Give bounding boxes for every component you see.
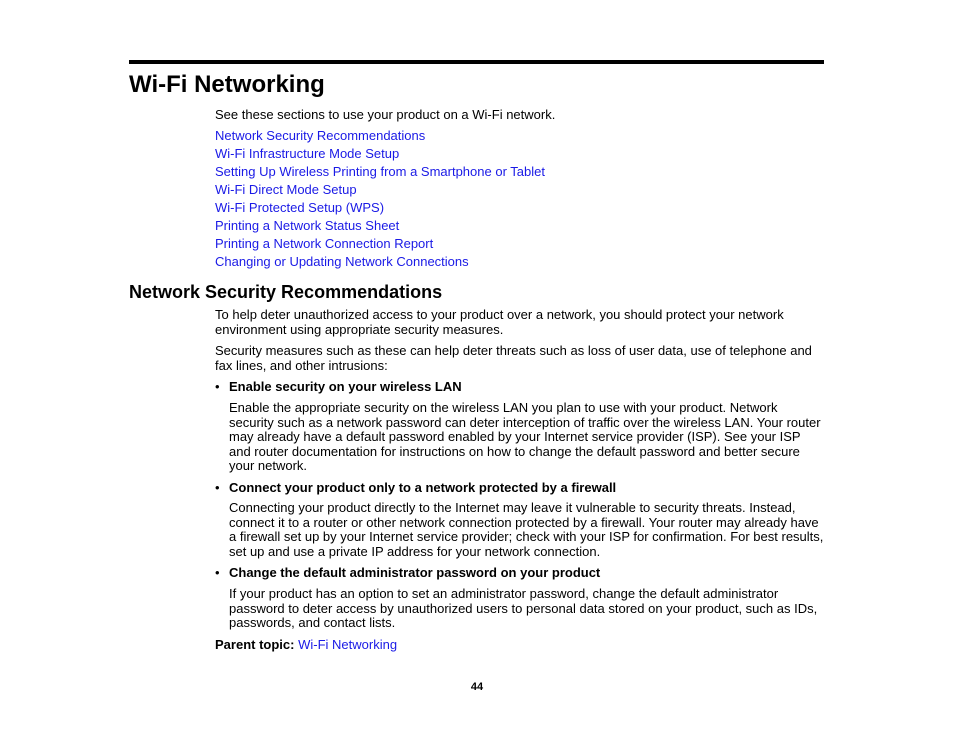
link-changing-network-connections[interactable]: Changing or Updating Network Connections <box>215 254 469 269</box>
bullet-dot: • <box>215 379 220 394</box>
bullet-title-text: Enable security on your wireless LAN <box>229 379 462 394</box>
bullet-title-text: Connect your product only to a network protected by a firewall <box>229 480 617 495</box>
page-title: Wi-Fi Networking <box>129 71 325 98</box>
parent-topic-label: Parent topic: <box>215 637 295 652</box>
list-item <box>215 236 545 254</box>
page-number: 44 <box>470 681 484 693</box>
list-item <box>215 218 545 236</box>
list-item <box>215 182 545 200</box>
list-item <box>215 128 545 146</box>
parent-topic <box>215 637 397 652</box>
bullet-dot: • <box>215 480 220 495</box>
list-item <box>215 200 545 218</box>
intro-text: See these sections to use your product on a Wi-Fi network. <box>215 107 556 122</box>
section-paragraph-1: To help deter unauthorized access to your product over a network, you should protect your network environment using appropriate security measures. <box>215 307 784 337</box>
link-network-status-sheet[interactable]: Printing a Network Status Sheet <box>215 218 400 233</box>
bullet-dot: • <box>215 565 220 580</box>
bullet-title-3 <box>215 565 600 580</box>
link-wifi-infrastructure-mode-setup[interactable]: Wi-Fi Infrastructure Mode Setup <box>215 146 400 161</box>
link-network-connection-report[interactable]: Printing a Network Connection Report <box>215 236 434 251</box>
parent-topic-link[interactable]: Wi-Fi Networking <box>298 637 398 652</box>
link-wifi-direct-mode-setup[interactable]: Wi-Fi Direct Mode Setup <box>215 182 357 197</box>
list-item <box>215 146 545 164</box>
section-links-list <box>215 128 545 272</box>
bullet-title-1 <box>215 379 462 394</box>
link-network-security-recommendations[interactable]: Network Security Recommendations <box>215 128 426 143</box>
section-paragraph-2: Security measures such as these can help deter threats such as loss of user data, use of telephone and fax lines, and other intrusions: <box>215 343 812 373</box>
list-item <box>215 254 545 272</box>
link-wireless-printing-smartphone[interactable]: Setting Up Wireless Printing from a Smartphone or Tablet <box>215 164 545 179</box>
header-rule <box>129 60 824 64</box>
bullet-body-2: Connecting your product directly to the Internet may leave it vulnerable to security threats. Instead, connect it to a router or other network connection protected by a firewall. Your router may already have a firewall set up by your Internet service provider; check with your ISP for confirmation. For best results, set up and use a private IP address for your network connection. <box>229 500 824 559</box>
bullet-body-3: If your product has an option to set an administrator password, change the default administrator password to deter access by unauthorized users to personal data stored on your product, such as IDs, passwords, and contact lists. <box>229 586 818 630</box>
section-title: Network Security Recommendations <box>129 282 443 302</box>
link-wifi-protected-setup[interactable]: Wi-Fi Protected Setup (WPS) <box>215 200 385 215</box>
bullet-title-text: Change the default administrator password on your product <box>229 565 601 580</box>
list-item <box>215 164 545 182</box>
bullet-title-2 <box>215 480 616 495</box>
bullet-body-1: Enable the appropriate security on the wireless LAN you plan to use with your product. Network security such as a network password can deter interception of traffic over the wireless LAN. Your router may already have a default password enabled by your Internet service provider (ISP). See your ISP and router documentation for instructions on how to change the default password and better secure your network. <box>229 400 821 473</box>
